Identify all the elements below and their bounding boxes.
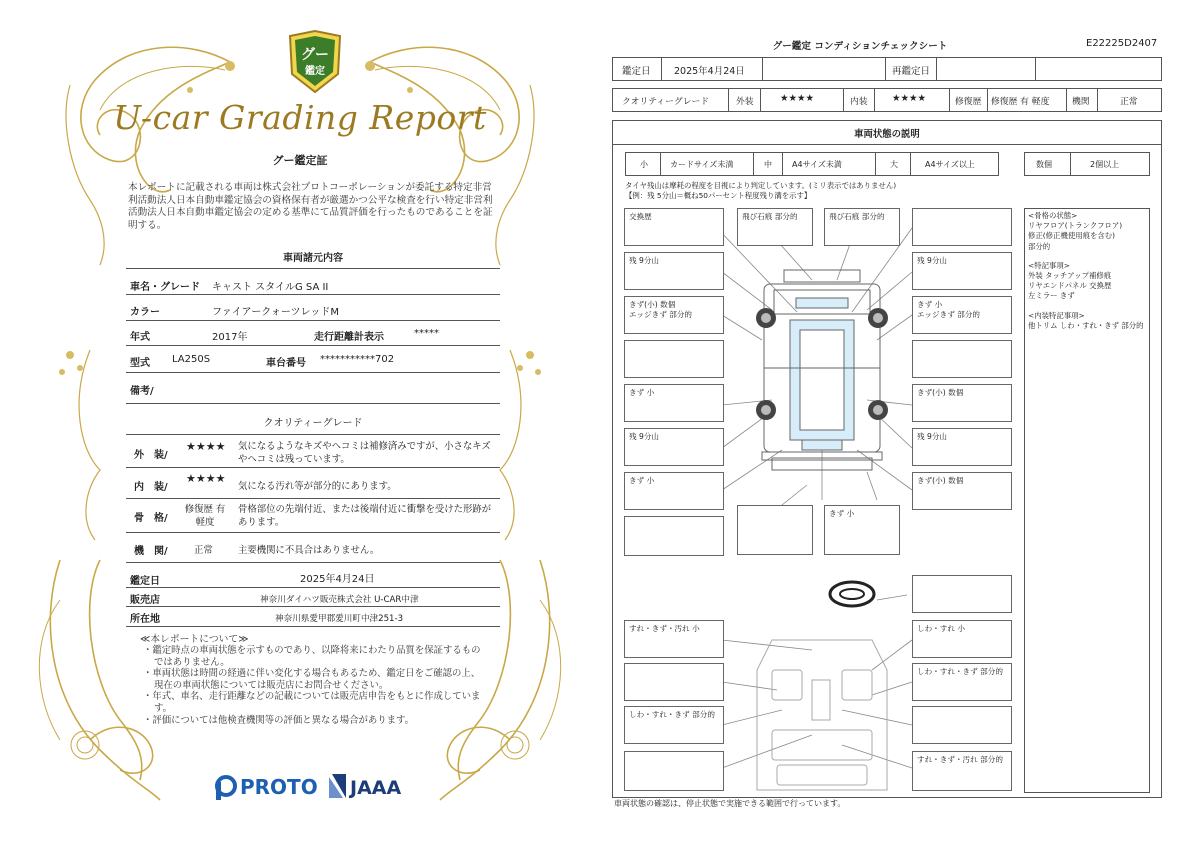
label-box-left-6: 残 9分山 <box>624 428 724 466</box>
label-box-left-7: きず 小 <box>624 472 724 510</box>
remarks-label: 備考/ <box>130 386 154 397</box>
jaaa-logo <box>329 774 401 799</box>
exterior-grade: ★★★★ <box>186 440 226 453</box>
spec-section-title: 車両諸元内容 <box>283 253 343 264</box>
badge-text-goo: グー <box>301 47 329 63</box>
model-value: LA250S <box>172 354 211 365</box>
label-box-top-1: 飛び石痕 部分的 <box>737 208 813 246</box>
label-box-bottom-2: きず 小 <box>824 505 900 555</box>
address-value: 神奈川県愛甲郡愛川町中津251-3 <box>275 614 404 624</box>
frame-desc: 骨格部位の先端付近、または後端付近に衝撃を受けた形跡があります。 <box>238 504 492 528</box>
divider <box>126 434 500 435</box>
car-name-label: 車名・グレード <box>130 282 200 293</box>
script-title: U-car Grading Report <box>113 98 487 137</box>
ext-value: ★★★★ <box>780 93 815 104</box>
label-box-left-3-line2: エッジきず 部分的 <box>629 310 693 319</box>
int-value: ★★★★ <box>892 93 927 104</box>
label-box-left-3-line1: きず(小) 数個 <box>629 300 676 309</box>
int-label: 内装 <box>850 97 868 107</box>
appraisal-date-label: 鑑定日 <box>130 576 160 587</box>
repair-label: 修復歴 <box>955 97 982 107</box>
legend-small: 小 <box>640 160 648 169</box>
engine-grade: 正常 <box>194 545 213 556</box>
side-notes-panel <box>1024 208 1150 793</box>
side-note-line: 修正(修正機使用痕を含む) <box>1028 231 1116 241</box>
sheet-title: グー鑑定 コンディションチェックシート <box>772 41 948 52</box>
badge-text-kantei: 鑑定 <box>305 66 325 77</box>
svg-text:JAAA: JAAA <box>350 777 402 799</box>
legend-large: 大 <box>890 160 898 169</box>
notes-list <box>143 645 488 726</box>
divider <box>126 320 500 321</box>
label-box-interior-right-4: すれ・きず・汚れ 部分的 <box>912 751 1012 791</box>
label-box-left-4 <box>624 340 724 378</box>
goo-kantei-badge <box>286 30 344 96</box>
label-box-left-8 <box>624 516 724 556</box>
label-box-left-2: 残 9分山 <box>624 252 724 290</box>
side-note-line: リヤエンドパネル 交換歴 <box>1028 281 1112 291</box>
side-note-line: リヤフロア(トランクフロア) <box>1028 221 1123 231</box>
label-box-left-3 <box>624 296 724 334</box>
divider <box>126 606 500 607</box>
model-label: 型式 <box>130 358 150 369</box>
certificate-title: グー鑑定証 <box>272 154 328 167</box>
divider <box>126 345 500 346</box>
label-box-interior-left-3: しわ・すれ・きず 部分的 <box>624 706 724 744</box>
document-id: E22225D2407 <box>1086 38 1158 49</box>
side-note-line: <骨格の状態> <box>1028 211 1078 220</box>
color-label: カラー <box>130 307 160 318</box>
date-label: 鑑定日 <box>622 66 651 77</box>
side-note-line: <内装特記事項> <box>1028 310 1085 320</box>
label-box-right-2: 残 9分山 <box>912 252 1012 290</box>
label-box-right-3 <box>912 296 1012 334</box>
date-value: 2025年4月24日 <box>674 66 745 77</box>
engine-value-sheet: 正常 <box>1120 97 1138 107</box>
quality-section-title: クオリティーグレード <box>263 418 363 429</box>
side-note-line: <特記事項> <box>1028 260 1070 270</box>
note-item: ・鑑定時点の車両状態を示すものであり、以降将来にわたり品質を保証するものではありません。 <box>143 645 481 668</box>
footer-note: 車両状態の確認は、停止状態で実施できる範囲で行っています。 <box>614 799 846 808</box>
condition-check-sheet <box>600 0 1200 848</box>
side-note-line: 部分的 <box>1028 241 1051 251</box>
label-box-right-4 <box>912 340 1012 378</box>
legend-mid-desc: A4サイズ未満 <box>792 160 842 169</box>
label-box-interior-right-2: しわ・すれ・きず 部分的 <box>912 663 1012 701</box>
label-box-steering <box>912 575 1012 613</box>
frame-label: 骨 格/ <box>134 513 168 524</box>
label-box-interior-right-3 <box>912 706 1012 744</box>
frame-grade: 修復歴 有 軽度 <box>184 504 226 528</box>
year-label: 年式 <box>130 332 150 343</box>
divider <box>126 626 500 627</box>
notes-title: ≪本レポートについて≫ <box>140 634 249 645</box>
note-item: ・評価については他検査機関等の評価と異なる場合があります。 <box>143 714 414 726</box>
legend-mid: 中 <box>764 160 772 169</box>
shop-label: 販売店 <box>130 595 160 606</box>
svg-text:PROTO: PROTO <box>240 775 318 799</box>
re-date-label: 再鑑定日 <box>892 66 931 77</box>
label-box-left-5: きず 小 <box>624 384 724 422</box>
exterior-desc: 気になるようなキズやヘコミは補修済みですが、小さなキズやヘコミは残っています。 <box>238 441 491 465</box>
interior-desc: 気になる汚れ等が部分的にあります。 <box>238 481 397 492</box>
car-name-value: キャスト スタイルG SA II <box>212 282 329 293</box>
shop-value: 神奈川ダイハツ販売株式会社 U-CAR中津 <box>260 595 419 605</box>
side-note-spacer <box>1028 302 1146 311</box>
chassis-value: ***********702 <box>320 354 395 365</box>
side-note-line: 左ミラー きず <box>1028 291 1075 301</box>
steering-wheel-icon <box>830 582 874 606</box>
chassis-label: 車台番号 <box>266 358 306 369</box>
side-note-line: 他トリム しわ・すれ・きず 部分的 <box>1028 320 1144 330</box>
side-note-line: 外装 タッチアップ補修痕 <box>1028 271 1112 281</box>
label-box-top-2: 飛び石痕 部分的 <box>824 208 900 246</box>
engine-label: 機 関/ <box>134 546 168 557</box>
interior-grade: ★★★★ <box>186 472 226 485</box>
divider <box>126 294 500 295</box>
year-value: 2017年 <box>212 332 248 343</box>
label-box-interior-left-4 <box>624 751 724 791</box>
appraisal-date-value: 2025年4月24日 <box>300 574 375 585</box>
ext-label: 外装 <box>736 97 754 107</box>
intro-text: 本レポートに記載される車両は株式会社プロトコーポレーションが委託する特定非営利活動法人日本自動車鑑定協会の資格保有者が厳選かつ公平な検査を行い特定非営利活動法人日本自動車鑑定協会の定める基準にて品質評価を行ったものであることを証明する。 <box>128 182 493 231</box>
label-box-right-5: きず(小) 数個 <box>912 384 1012 422</box>
divider <box>126 562 500 563</box>
label-box-interior-left-2 <box>624 663 724 701</box>
logos <box>212 768 412 804</box>
label-box-top-3 <box>912 208 1012 246</box>
legend-count: 数個 <box>1036 160 1052 169</box>
legend-count-desc: 2個以上 <box>1090 160 1120 169</box>
label-box-right-6: 残 9分山 <box>912 428 1012 466</box>
label-box-left-1: 交換歴 <box>624 208 724 246</box>
engine-label-sheet: 機関 <box>1072 97 1090 107</box>
grade-label: クオリティーグレード <box>622 97 710 107</box>
divider <box>126 403 500 404</box>
label-box-right-7: きず(小) 数個 <box>912 472 1012 510</box>
tire-note: タイヤ残山は摩耗の程度を目視により判定しています。(ミリ表示ではありません) <box>625 181 897 190</box>
label-box-right-3-line2: エッジきず 部分的 <box>917 310 981 319</box>
mileage-label: 走行距離計表示 <box>314 332 384 343</box>
divider <box>126 532 500 533</box>
color-value: ファイアークォーツレッドM <box>212 307 340 318</box>
exterior-label: 外 装/ <box>134 450 168 461</box>
label-box-right-3-line1: きず 小 <box>917 300 943 309</box>
divider <box>126 587 500 588</box>
divider <box>126 268 500 269</box>
divider <box>126 372 500 373</box>
mileage-value: ***** <box>414 328 439 339</box>
note-item: ・年式、車名、走行距離などの記載については販売店申告をもとに作成しています。 <box>143 691 481 714</box>
proto-logo <box>216 775 318 800</box>
note-item: ・車両状態は時間の経過に伴い変化する場合もあるため、鑑定日をご確認の上、現在の車両状態については販売店にお問合せください。 <box>143 668 481 691</box>
repair-value: 修復歴 有 軽度 <box>991 97 1050 107</box>
divider <box>126 498 500 499</box>
label-box-interior-left-1: すれ・きず・汚れ 小 <box>624 620 724 658</box>
tire-example: 【例：残 5分山＝概ね50パーセント程度残り溝を示す】 <box>625 191 812 200</box>
side-note-spacer <box>1028 252 1146 261</box>
interior-label: 内 装/ <box>134 482 168 493</box>
legend-large-desc: A4サイズ以上 <box>925 160 975 169</box>
address-label: 所在地 <box>130 614 160 625</box>
engine-desc: 主要機関に不具合はありません。 <box>238 545 380 556</box>
label-box-interior-right-1: しわ・すれ 小 <box>912 620 1012 658</box>
divider <box>126 467 500 468</box>
label-box-bottom-1 <box>737 505 813 555</box>
section-title: 車両状態の説明 <box>854 129 920 140</box>
legend-small-desc: カードサイズ未満 <box>670 160 734 169</box>
